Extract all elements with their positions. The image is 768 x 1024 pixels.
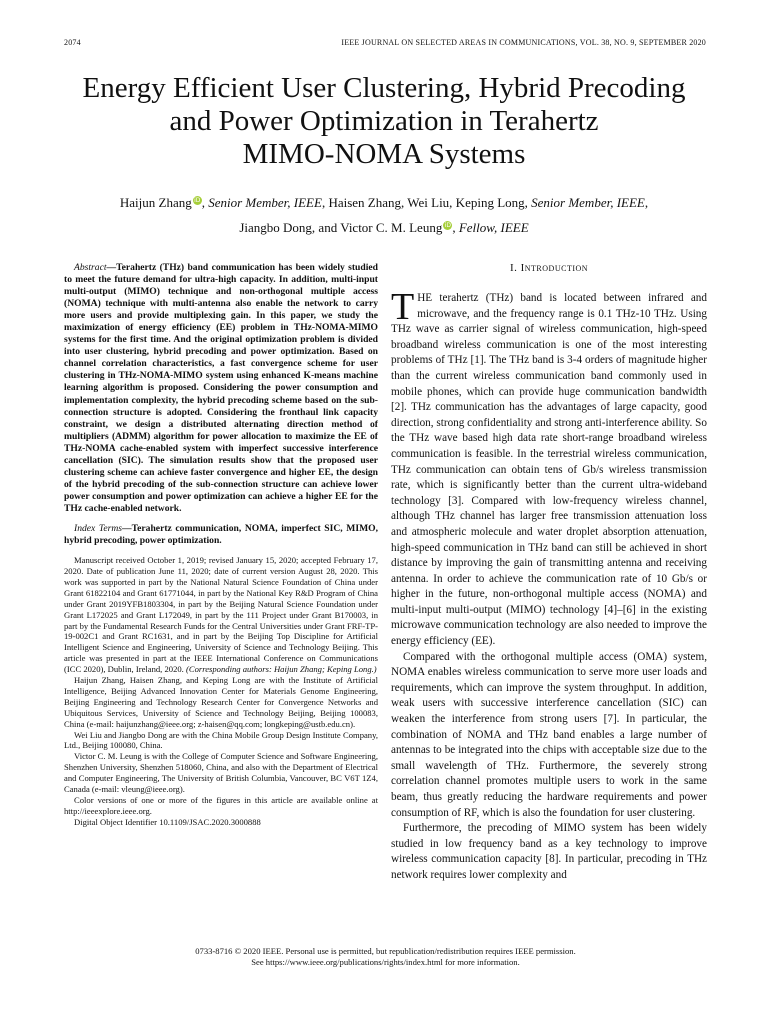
separator: , xyxy=(201,195,209,210)
drop-cap: T xyxy=(391,286,415,328)
footnote-affiliation-2: Wei Liu and Jiangbo Dong are with the China Mobile Group Design Institute Company, Ltd., Beijing 100080, China. xyxy=(64,729,378,751)
intro-paragraph-3: Furthermore, the precoding of MIMO system has been widely studied in low frequency band as a key technology to improve wireless communication capacity [8]. In particular, precoding in THz network requires lower complexity and xyxy=(391,822,707,881)
left-column xyxy=(64,262,378,828)
author-names: Jiangbo Dong, and Victor C. M. Leung xyxy=(239,220,443,235)
page-number: 2074 xyxy=(64,38,81,47)
corresponding-authors: (Corresponding authors: Haijun Zhang; Keping Long.) xyxy=(185,664,377,675)
title-line: MIMO-NOMA Systems xyxy=(242,138,526,170)
section-numeral: I. xyxy=(509,262,521,274)
section-title: Introduction xyxy=(520,262,589,274)
index-terms-text: Terahertz communication, NOMA, imperfect SIC, MIMO, hybrid precoding, power optimization. xyxy=(64,522,378,547)
author-line-1 xyxy=(50,190,718,215)
orcid-icon[interactable]: iD xyxy=(194,197,201,204)
index-terms xyxy=(64,523,378,547)
abstract-label: Abstract xyxy=(74,262,107,273)
index-terms-dash: — xyxy=(122,522,132,534)
copyright-line: 0733-8716 © 2020 IEEE. Personal use is permitted, but republication/redistribution requires IEEE permission. xyxy=(195,946,576,956)
footnote-color-note: Color versions of one or more of the figures in this article are available online at http://ieeexplore.ieee.org. xyxy=(64,795,378,816)
right-column xyxy=(391,262,707,884)
member-grade: Senior Member, IEEE xyxy=(531,195,645,210)
paper-title xyxy=(40,72,728,171)
member-grade: Fellow, IEEE xyxy=(458,220,529,235)
footnote-affiliation-3: Victor C. M. Leung is with the College of Computer Science and Software Engineering, Shenzhen University, Shenzhen 518060, China, and also with the Department of Electrical and Computer Engineering, The University of British Columbia, Vancouver, BC V6T 1Z4, Canada (e-mail: vleung@ieee.org). xyxy=(64,751,378,795)
author-name: Haijun Zhang xyxy=(119,195,192,210)
title-line: and Power Optimization in Terahertz xyxy=(169,105,599,137)
title-line: Energy Efficient User Clustering, Hybrid Precoding xyxy=(82,72,686,104)
footnote-text: Manuscript received October 1, 2019; revised January 15, 2020; accepted February 17, 2020. Date of publication June 11, 2020; date of current version August 28, 2020. This work was supported in part by the National Natural Science Foundation of China under Grant 61822104 and Grant 61771044, in part by the National Key R&D Program of China under Grant 2019YFB1803304, in part by the Beijing Natural Science Foundation under Grant L172025 and Grant L172049, in part by the 111 Project under Grant B170003, in part by the Fundamental Research Funds for the Central Universities under Grant FRF-TP-19-002C1 and Grant RC1631, and in part by the Beijing Top Discipline for Artificial Intelligent Science and Engineering, University of Science and Technology Beijing. This article was presented in part at the IEEE International Conference on Communications (ICC 2020), Dublin, Ireland, 2020. xyxy=(64,555,378,675)
footnotes xyxy=(64,555,378,828)
author-list xyxy=(50,190,718,240)
intro-paragraph-2: Compared with the orthogonal multiple access (OMA) system, NOMA enables wireless communication to serve more user loads and requirements, which can improve the system throughput. In addition, weak users with successive interference cancellation (SIC) can weaken the interference from strong users [7]. In particular, the combination of NOMA and THz band enables a large number of antennas to be integrated into the chips with acceptable size due to the small wavelength of THz. Furthermore, the severely strong correlation channel promotes multiple users to work in the same beam, thus greatly reducing the hardware requirements and power consumption of RF, which is also the foundation for user clustering. xyxy=(391,650,707,819)
footnote-affiliation-1: Haijun Zhang, Haisen Zhang, and Keping Long are with the Institute of Artificial Intelligence, Beijing Advanced Innovation Center for Materials Genome Engineering, Beijing Engineering and Technology Research Center for Convergence Networks and Ubiquitous Services, University of Science and Technology Beijing, Beijing 100083, China (e-mail: haijunzhang@ieee.org; z-haisen@qq.com; longkeping@ustb.edu.cn). xyxy=(64,675,378,729)
author-names: , Haisen Zhang, Wei Liu, Keping Long, xyxy=(321,195,532,210)
separator: , xyxy=(452,220,459,235)
member-grade: Senior Member, IEEE xyxy=(208,195,322,210)
paragraph-text: HE terahertz (THz) band is located between infrared and microwave, and the frequency range is 0.1 THz-10 THz. Using THz wave as carrier signal of wireless communication, high-speed broadband wireless communication is one of the most interesting problems of THz [1]. The THz band is 3-4 orders of magnitude higher than the current wireless communication band commonly used in mobile phones, which can provide huge communication bandwidth [2]. THz communication has the advantages of large capacity, good direction, strong confidentiality and strong anti-interference ability. So the THz wave based high data rate short-range broadband wireless communication is feasible. In the terrestrial wireless communication, THz communication can obtain tens of Gb/s wireless transmission rate, which is significantly better than the current ultra-wideband technology [3]. Compared with low-frequency wireless channel, although THz channel has larger free transmission attenuation loss and atmospheric molecule and water droplet absorption attenuation, high-speed communication in THz band can still be achieved in short distance by improving the gain of transmitting antenna and receiving antenna. In order to achieve the communication rate of 10 Gb/s or higher in the future, non-orthogonal multiple access (NOMA) and multi-input multi-output (MIMO) technology [4]–[6] in the existing microwave communication technology are also needed to improve the energy efficiency (EE). xyxy=(391,292,707,648)
running-header xyxy=(64,38,706,52)
orcid-icon[interactable]: iD xyxy=(444,222,451,229)
footnote-doi: Digital Object Identifier 10.1109/JSAC.2020.3000888 xyxy=(74,816,261,827)
author-line-2 xyxy=(50,215,718,240)
rights-line: See https://www.ieee.org/publications/rights/index.html for more information. xyxy=(251,957,520,967)
copyright-footer xyxy=(64,946,707,968)
intro-paragraph-1 xyxy=(391,286,707,650)
abstract-dash: — xyxy=(106,262,117,273)
index-terms-label: Index Terms xyxy=(74,522,123,534)
journal-name: IEEE JOURNAL ON SELECTED AREAS IN COMMUNICATIONS, VOL. 38, NO. 9, SEPTEMBER 2020 xyxy=(341,38,706,47)
separator: , xyxy=(644,195,649,210)
footnote-manuscript xyxy=(64,555,378,675)
section-heading xyxy=(391,262,707,275)
abstract xyxy=(64,262,378,515)
abstract-text: Terahertz (THz) band communication has been widely studied to meet the future demand for ultra-high capacity. In addition, multi-input multi-output (MIMO) technique and non-orthogonal multiple access (NOMA) technique with multi-antenna also enable the network to carry more users and provide multiplexing gain. In this paper, we study the maximization of energy efficiency (EE) problem in THz-NOMA-MIMO systems for the first time. And the original optimization problem is divided into user clustering, hybrid precoding and power optimization. Based on channel correlation characteristics, a fast convergence scheme for user clustering in THz-NOMA-MIMO system using enhanced K-means machine learning algorithm is proposed. Considering the power consumption and implementation complexity, the hybrid precoding scheme based on the sub-connection structure is adopted. Considering the fronthaul link capacity constraint, we design a distributed alternating direction method of multipliers (ADMM) algorithm for power allocation to maximize the EE of THz-NOMA cache-enabled system with imperfect successive interference cancellation (SIC). The simulation results show that the proposed user clustering scheme can achieve faster convergence and higher EE, the design of the hybrid precoding of the sub-connection structure can achieve lower power consumption and power optimization can achieve a higher EE for the THz cache-enabled network. xyxy=(64,262,378,514)
